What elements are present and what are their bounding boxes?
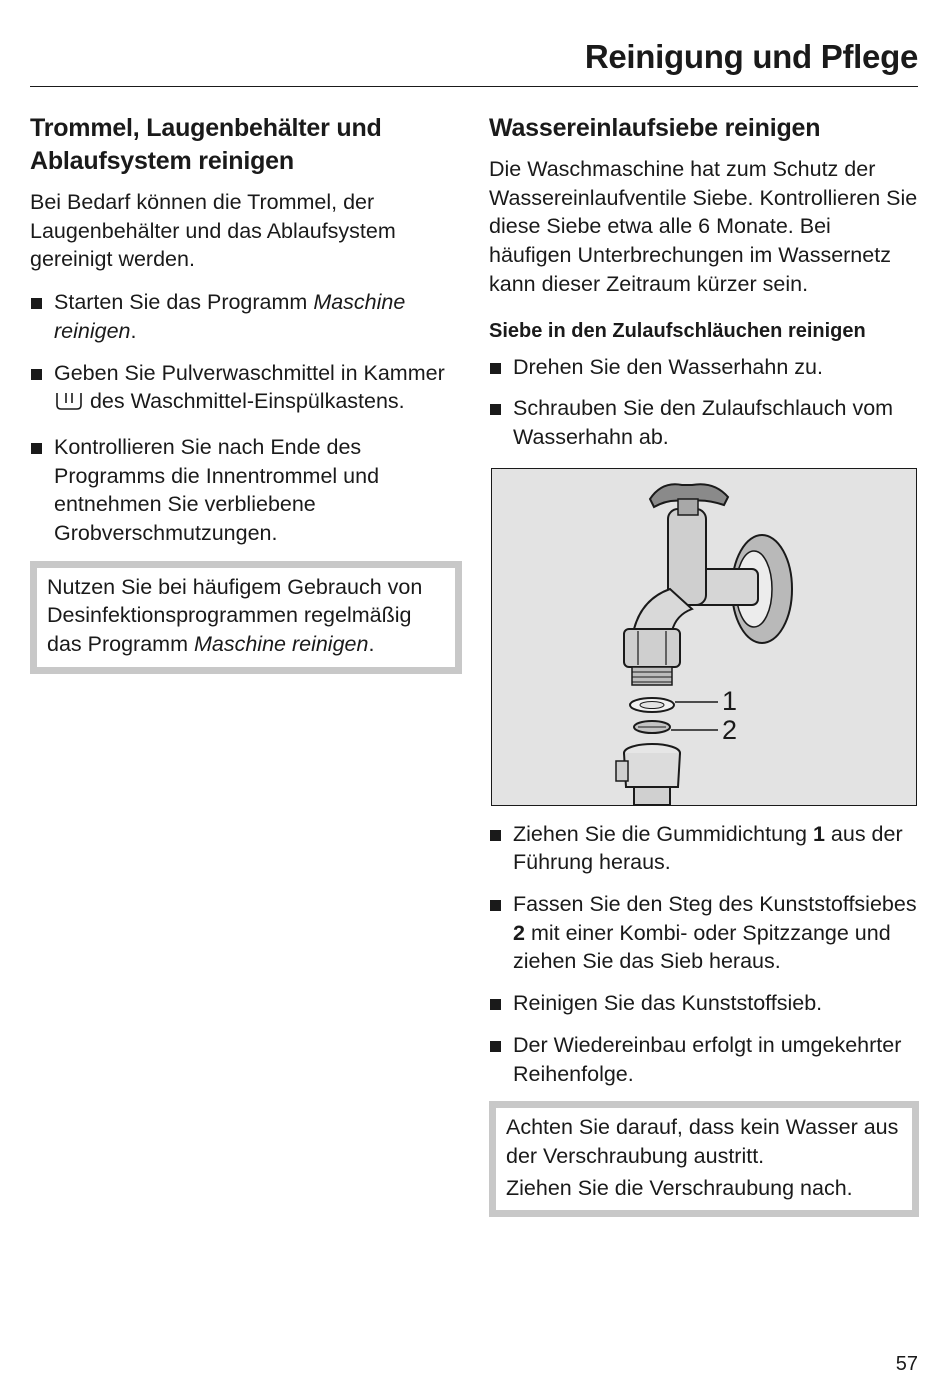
section-heading-inlet-filters: Wassereinlaufsiebe reinigen [489, 114, 821, 142]
tap-drawing [492, 469, 916, 805]
intro-paragraph: Bei Bedarf können die Trommel, der Laugenbehälter und das Ablaufsystem gereinigt werden. [30, 190, 396, 272]
subheading-hose-filters: Siebe in den Zulaufschläuchen reinigen [489, 319, 866, 342]
bullet-square-icon [31, 369, 42, 380]
bullet-square-icon [490, 999, 501, 1010]
left-column [30, 112, 462, 674]
page-title: Reinigung und Pflege [584, 38, 918, 75]
section-heading-drum-cleaning: Trommel, Laugenbehälter und Ablaufsystem reinigen [30, 114, 382, 175]
list-item: Ziehen Sie die Gummidichtung 1 aus der Führung heraus. [489, 820, 919, 877]
list-item: Der Wiedereinbau erfolgt in umgekehrter Reihenfolge. [489, 1031, 919, 1088]
compartment-II-icon [54, 390, 84, 420]
page-header [30, 38, 918, 87]
note-box-disinfection: Nutzen Sie bei häufigem Gebrauch von Desinfektionsprogrammen regelmäßig das Programm Maschine reinigen. [30, 561, 462, 674]
page-number: 57 [895, 1353, 918, 1375]
bullet-square-icon [31, 443, 42, 454]
note-box-leak-check: Achten Sie darauf, dass kein Wasser aus der Verschraubung austritt. Ziehen Sie die Verschraubung nach. [489, 1101, 919, 1217]
list-item: Geben Sie Pulverwaschmittel in Kammer des Waschmittel-Einspülkastens. [30, 359, 462, 420]
callout-label-1: 1 [722, 685, 738, 716]
program-name: Maschine reinigen [54, 290, 406, 343]
intro-paragraph: Die Waschmaschine hat zum Schutz der Wassereinlaufventile Siebe. Kontrollieren Sie diese Siebe etwa alle 6 Monate. Bei häufigen Unterbrechungen im Wassernetz kann dieser Zeitraum kürzer sein. [489, 157, 918, 296]
tap-illustration [491, 468, 917, 806]
list-item: Reinigen Sie das Kunststoffsieb. [489, 989, 919, 1018]
list-item: Starten Sie das Programm Maschine reinigen. [30, 288, 462, 345]
list-item: Fassen Sie den Steg des Kunststoffsiebes 2 mit einer Kombi- oder Spitzzange und ziehen Sie das Sieb heraus. [489, 890, 919, 976]
bullet-list [30, 288, 462, 548]
bullet-square-icon [490, 404, 501, 415]
bullet-square-icon [490, 1041, 501, 1052]
program-name: Maschine reinigen [193, 632, 369, 657]
list-item: Drehen Sie den Wasserhahn zu. [489, 353, 919, 382]
bullet-list [489, 820, 919, 1089]
right-column [489, 112, 919, 1217]
bullet-square-icon [490, 363, 501, 374]
bullet-square-icon [31, 298, 42, 309]
bullet-list [489, 353, 919, 452]
list-item: Schrauben Sie den Zulaufschlauch vom Wasserhahn ab. [489, 394, 919, 451]
bullet-square-icon [490, 830, 501, 841]
bullet-square-icon [490, 900, 501, 911]
list-item: Kontrollieren Sie nach Ende des Programms die Innentrommel und entnehmen Sie verbliebene Grobverschmutzungen. [30, 433, 462, 548]
callout-label-2: 2 [722, 714, 738, 745]
